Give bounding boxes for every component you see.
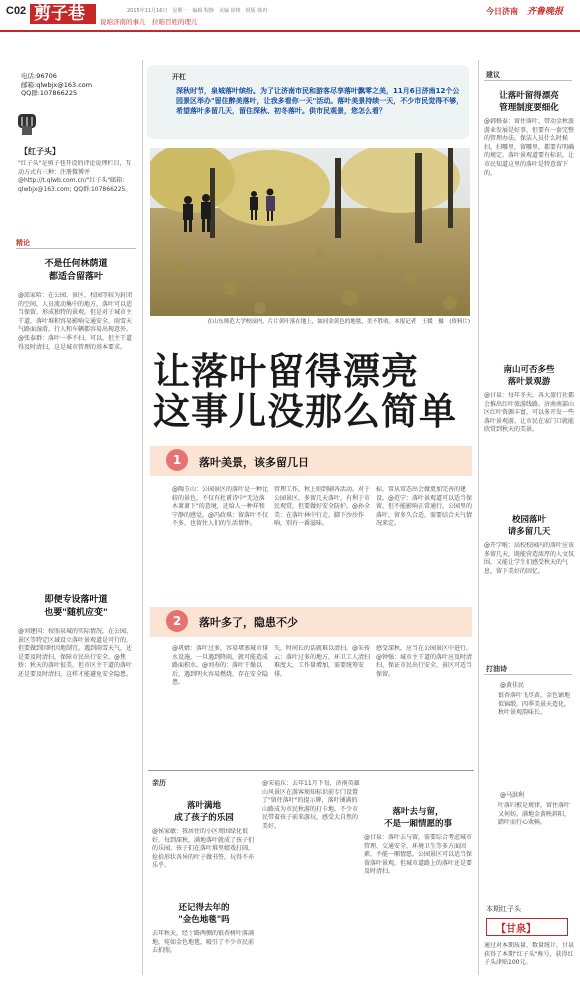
- sub1-col2: 管理工作，秋上则到刷各活动。对于公园景区，多留几天落叶，有利于市民观赏，但要做好安全防护。@孙全美：在落叶林中行走，脚下沙沙作响，别有一番滋味。: [274, 486, 370, 528]
- fist-icon: [14, 108, 44, 136]
- sub2-title: 落叶多了，隐患不少: [199, 616, 298, 629]
- right-section-rule: [484, 80, 572, 81]
- bottom-article-1-headline: 落叶满地 成了孩子的乐园: [174, 801, 234, 823]
- right-lower-rule: [484, 674, 572, 675]
- feature-bottom-rule: [148, 770, 474, 771]
- poem2-author: @马洪利: [500, 792, 525, 799]
- page-header: [0, 0, 580, 36]
- right-article-1-body: @韩格泰：留住落叶，带动金秋旅游业发展是好事，但要有一套完整的管理办法。保洁人员什么时候扫，扫哪里，留哪里，都要有明确的规定。落叶景观道要有标识，让市民知道这里的落叶是特意留下的。: [484, 118, 574, 177]
- left-article-1-body: @邱家哈：在公园、景区、校园等较为封闭的空间，人员流动集中的地方，落叶可以适当保留，形成独特的景观。但是对于城市主干道，落叶堆积容易影响交通安全，雨雪天气路面湿滑，行人和车辆都容易出现意外。@张泰群：落叶一季不扫，可以，但主干道得及时清扫，这是城市管理的基本要求。: [18, 292, 133, 351]
- left-article-2-body: @刘建国：按照泉城的实际情况，在公园、景区等特定区域设立落叶景观道是可行的，但要做到因时因地制宜。遇到雨雪天气，还是要及时清扫，保障市民出行安全。@焦娇：秋天的落叶很美，但市区主干道的落叶还是要及时清扫，这样才能避免安全隐患。: [18, 628, 133, 678]
- bottom-article-2-headline: 还记得去年的 "金色地毯"吗: [178, 903, 230, 925]
- bottom-article-3-body: @甘泉：落叶去与留，需要综合考虑城市管理、交通安全、环境卫生等多方面因素，不能一厢情愿。公园景区可以适当保留落叶景观，但城市道路上的落叶还是要及时清扫。: [364, 834, 472, 876]
- section-label-right-lower: 打油诗: [486, 665, 507, 673]
- section-label-left: 精论: [16, 239, 30, 247]
- col-divider-right: [478, 60, 479, 975]
- poem1-author: @黄佳民: [500, 682, 525, 689]
- header-dateline: 2015年11月16日 星期一 编辑 程静 美编 徐树 组版 韩冉: [127, 8, 268, 14]
- left-section-rule: [16, 248, 136, 249]
- feature-lead: 深秋时节，泉城落叶缤纷。为了让济南市民和游客尽享落叶飘零之美，11月6日济南12个公园景区举办"留住醉美落叶，让我多看你一天"活动。落叶美景持续一天，不少市民觉得不够，希望落叶多留几天，留住深秋、初冬落叶。供市民观景，您怎么看？: [176, 87, 464, 115]
- left-article-2-headline: 即便专设落叶道 也要"随机应变": [44, 595, 108, 618]
- right-article-1-headline: 让落叶留得漂亮 管理制度要细化: [499, 91, 559, 113]
- poem2-body: 叶落归根是规律，留住落叶又何妨。满地金黄映斜阳，踏叶而行心欢畅。: [498, 802, 570, 827]
- contact-block: [21, 72, 131, 98]
- right-article-2-body: @甘泉：每年冬天，各大旅行社都会推出红叶旅游线路。济南南部山区红叶资源丰富，可以多开发一些落叶景观游，让市民在家门口就能欣赏到秋天的美景。: [484, 392, 574, 434]
- page-code: C02: [6, 5, 27, 17]
- header-tagline: 说咱济南的事儿 拉咱百姓的理儿: [100, 18, 198, 26]
- bottom-mid-text: @宋福东：去年11月下旬，济南英雄山风景区在游客须知标识前专门设置了"留住落叶"的提示牌，落叶铺满的山路成为市民秋游的打卡地。不少市民带着孩子前来游玩，感受大自然的美好。: [262, 780, 360, 830]
- sub2-col2: 失，时间长的话就难以清扫。@朱传云：落叶过多的地方，环卫工人清扫难度大，工作量增加，需要统筹安排。: [274, 645, 370, 678]
- photo-caption: 在山东师范大学校园内，片片黄叶落在地上，如同金黄色的地毯，美不胜收。本报记者 王媛 摄 (资料片): [207, 319, 470, 325]
- feature-photo: [150, 148, 470, 316]
- column-box-body: "红子头"是剪子巷开设的评论说理栏目，互动方式有三种：注册微博并@http://t.qlwb.com.cn/"红子头"邮箱：qlwbjx@163.com; QQ群:107866225。: [18, 160, 132, 193]
- section-title: 剪子巷: [34, 4, 85, 24]
- right-article-3-body: @开学啦：高校校园内的落叶应该多留几天，既能营造浓厚的人文氛围，又能让学生们感受秋天的气息，留下美好的回忆。: [484, 542, 574, 575]
- bottom-right-text: 通过对本期质量、数量统计，甘泉获得了本期"红子头"称号，获得红子头津贴100元。: [484, 942, 574, 967]
- sub1-col3: 标，常从常态出会做更加完善的建设。@范宁：落叶景观道可以适当保留，但不能影响正常通行。公园里的落叶，留多久合适，需要结合天气情况来定。: [376, 486, 472, 528]
- sub1-col1: @陶玉山：公园景区的落叶是一种比较的景色，不仅有杜甫诗中"无边落木萧萧下"的意境，还给人一种祥和宁静的感觉。@冯政琪：留落叶不仅不多，也留住人们的生活情怀。: [172, 486, 268, 528]
- name-box-text: 【甘泉】: [496, 924, 536, 935]
- sub1-number-badge: 1: [166, 449, 188, 471]
- contact-email: 邮箱:qlwbjx@163.com: [21, 80, 93, 89]
- sub1-title: 落叶美景，该多留几日: [199, 456, 309, 469]
- bottom-article-1-body: @侯家敏：我居住的小区周围绿化很好，每到深秋，满地落叶就成了孩子们的乐园。孩子们在落叶堆里嬉戏打闹，捡拾形状各异的叶子做书签，玩得不亦乐乎。: [152, 828, 255, 870]
- contact-phone: 电话:96706: [21, 72, 57, 80]
- poem1-body: 银杏落叶飞尽黄，金色铺地似锦缎。四季美景天造化，秋叶景观韵味长。: [498, 692, 570, 717]
- sub2-col1: @巩婧：落叶过多，容易堵塞城市排水设施，一旦遇到降雨，就可能造成路面积水。@刘寿的：落叶干燥以后，遇到明火容易燃烧，存在安全隐患。: [172, 645, 268, 687]
- right-article-2-headline: 南山可否多些 落叶景观游: [503, 365, 555, 387]
- bottom-article-2-body: 去年秋天，经十路两侧的银杏树叶落满地，宛如金色地毯，吸引了不少市民前去拍照。: [152, 930, 255, 955]
- bottom-article-3-headline: 落叶去与留， 不是一厢情愿的事: [383, 807, 452, 829]
- right-article-3-headline: 校园落叶 请多留几天: [507, 515, 551, 537]
- brand-logo-1: 今日济南: [486, 7, 518, 16]
- column-box-title: 【红子头】: [20, 147, 60, 156]
- sub2-number-badge: 2: [166, 610, 188, 632]
- left-article-1-headline: 不是任何林荫道 都适合留落叶: [44, 259, 108, 282]
- sub2-col3: 感受深秋，应当在公园景区中进行。@钟强：城市主干道的落叶应及时清扫，保证市民出行安全，景区可适当保留。: [376, 645, 472, 678]
- contact-qq: QQ群:107866225: [21, 89, 78, 98]
- col-divider-left: [142, 60, 143, 975]
- header-rule: [0, 30, 580, 32]
- feature-tag: 开杠: [172, 73, 186, 81]
- section-label-right: 建议: [486, 71, 500, 79]
- bottom-right-label: 本期红子头: [486, 905, 521, 913]
- brand-logo-2: 齐鲁晚报: [527, 7, 564, 17]
- feature-headline-2: 这事儿没那么简单: [153, 390, 457, 433]
- section-label-bottom-mid: 亲历: [152, 779, 166, 787]
- feature-headline-1: 让落叶留得漂亮: [153, 350, 419, 393]
